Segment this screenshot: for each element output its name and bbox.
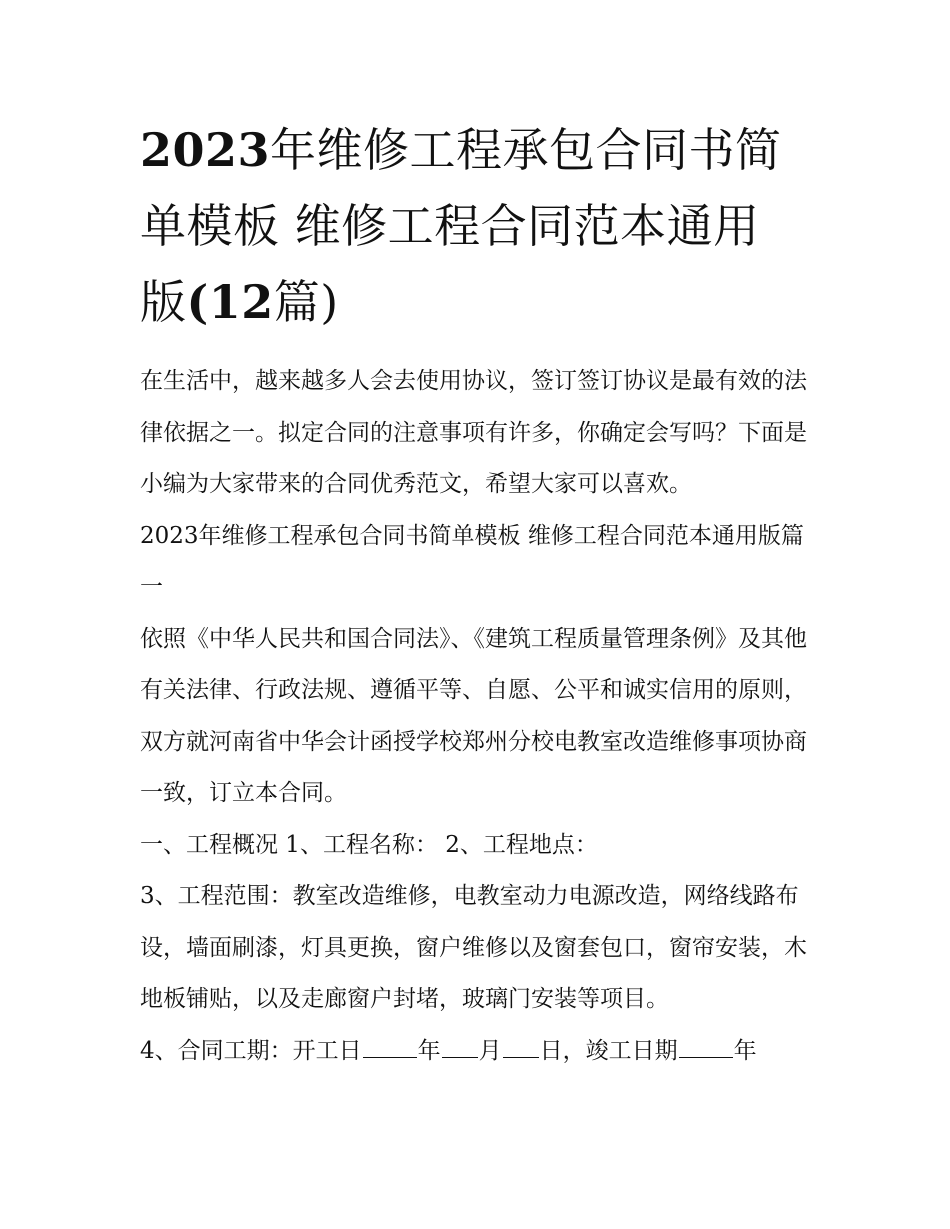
blank-month-1 <box>442 1032 478 1057</box>
period-year-2: 年 <box>733 1037 757 1064</box>
document-title <box>140 112 815 340</box>
intro-paragraph: 在生活中，越来越多人会去使用协议，签订签订协议是最有效的法律依据之一。拟定合同的注意事项有许多，你确定会写吗？下面是小编为大家带来的合同优秀范文，希望大家可以喜欢。 <box>140 368 807 497</box>
period-lead: 4、合同工期：开工日 <box>140 1037 362 1064</box>
period-month-1: 月 <box>478 1037 502 1064</box>
title-year: 2023 <box>140 123 271 177</box>
period-year-1: 年 <box>417 1037 441 1064</box>
basis-paragraph: 依照《中华人民共和国合同法》、《建筑工程质量管理条例》及其他有关法律、行政法规、遵循平等、自愿、公平和诚实信用的原则，双方就河南省中华会计函授学校郑州分校电教室改造维修事项协商一致，订立本合同。 <box>140 625 807 806</box>
title-line-2: 单模板 维修工程合同范本通用 <box>140 199 760 253</box>
blank-year-2 <box>679 1032 733 1057</box>
blank-day-1 <box>503 1032 539 1057</box>
title-tail: 篇) <box>273 275 339 329</box>
blank-year-1 <box>363 1032 417 1057</box>
title-count: (12 <box>186 275 274 329</box>
item-period <box>140 1026 815 1078</box>
document-page <box>140 112 815 1077</box>
period-day-1: 日，竣工日期 <box>539 1037 678 1064</box>
section-heading: 2023年维修工程承包合同书简单模板 维修工程合同范本通用版篇一 <box>140 522 804 600</box>
title-line-1: 年维修工程承包合同书简 <box>270 123 782 177</box>
document-body <box>140 356 815 1077</box>
item-overview: 一、工程概况 1、工程名称： 2、工程地点： <box>140 831 598 858</box>
title-line-3: 版 <box>140 275 187 329</box>
item-scope: 3、工程范围：教室改造维修，电教室动力电源改造，网络线路布设，墙面刷漆，灯具更换，窗户维修以及窗套包口，窗帘安装，木地板铺贴，以及走廊窗户封堵，玻璃门安装等项目。 <box>140 883 807 1012</box>
